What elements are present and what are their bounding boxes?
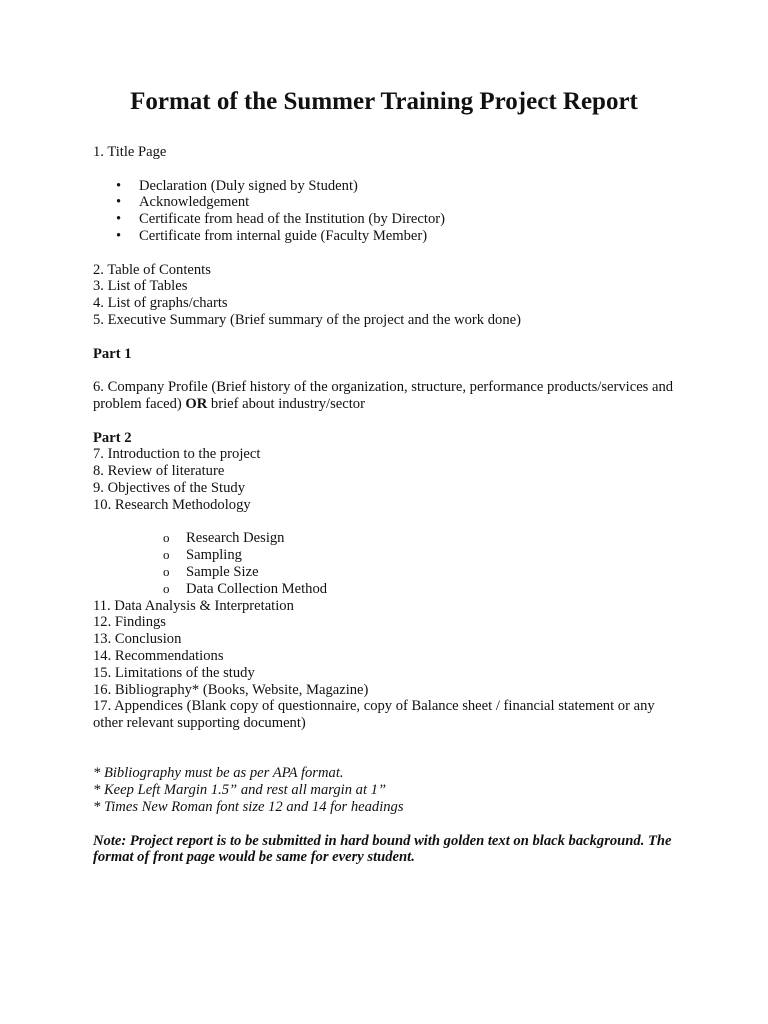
item-list-of-tables: 3. List of Tables	[93, 278, 188, 295]
item-bibliography: 16. Bibliography* (Books, Website, Magazine)	[93, 681, 369, 698]
item-findings: 12. Findings	[93, 614, 166, 631]
methodology-list	[93, 530, 683, 597]
list-item: o Sample Size	[93, 564, 683, 581]
note-font: * Times New Roman font size 12 and 14 for headings	[93, 799, 404, 816]
part2-heading: Part 2	[93, 429, 132, 446]
list-item: • Declaration (Duly signed by Student)	[93, 178, 683, 195]
item-company-profile	[93, 379, 683, 413]
document-title: Format of the Summer Training Project Report	[130, 88, 638, 115]
item-research-methodology: 10. Research Methodology	[93, 496, 251, 513]
list-item: o Research Design	[93, 530, 683, 547]
item-executive-summary: 5. Executive Summary (Brief summary of the project and the work done)	[93, 311, 521, 328]
note-bibliography: * Bibliography must be as per APA format.	[93, 765, 344, 782]
list-item: o Sampling	[93, 547, 683, 564]
item-objectives: 9. Objectives of the Study	[93, 479, 245, 496]
list-item: • Acknowledgement	[93, 194, 683, 211]
item-recommendations: 14. Recommendations	[93, 647, 224, 664]
company-profile-text: 6. Company Profile (Brief history of the organization, structure, performance products/services and problem faced)	[93, 379, 674, 412]
item-introduction: 7. Introduction to the project	[93, 446, 261, 463]
part1-heading: Part 1	[93, 345, 132, 362]
item-review-of-literature: 8. Review of literature	[93, 463, 225, 480]
item-conclusion: 13. Conclusion	[93, 631, 182, 648]
or-emphasis: OR	[185, 395, 208, 412]
list-item: • Certificate from internal guide (Faculty Member)	[93, 228, 683, 245]
title-page-list	[93, 178, 683, 245]
note-margin: * Keep Left Margin 1.5” and rest all margin at 1”	[93, 782, 387, 799]
final-note: Note: Project report is to be submitted in hard bound with golden text on black background. The format of front page would be same for every student.	[93, 832, 672, 866]
item-limitations: 15. Limitations of the study	[93, 664, 255, 681]
list-item: • Certificate from head of the Institution (by Director)	[93, 211, 683, 228]
item-appendices: 17. Appendices (Blank copy of questionnaire, copy of Balance sheet / financial statement or any other relevant supporting document)	[93, 698, 655, 732]
list-item: o Data Collection Method	[93, 581, 683, 598]
item-title-page: 1. Title Page	[93, 144, 167, 160]
item-data-analysis: 11. Data Analysis & Interpretation	[93, 597, 294, 614]
item-table-of-contents: 2. Table of Contents	[93, 261, 211, 278]
document-body	[93, 144, 683, 866]
company-profile-alt: brief about industry/sector	[207, 395, 365, 412]
item-list-of-graphs: 4. List of graphs/charts	[93, 295, 228, 312]
